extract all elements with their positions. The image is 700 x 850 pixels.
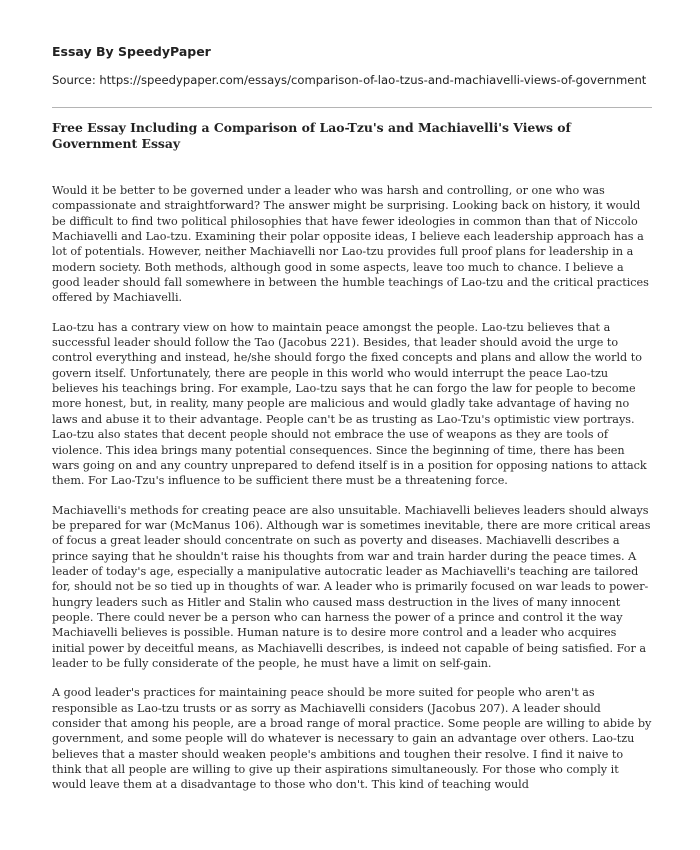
essay-title: Free Essay Including a Comparison of Lao-Tzu's and Machiavelli's Views of Government Essay	[52, 120, 571, 151]
header-divider	[52, 107, 652, 108]
brand-heading: Essay By SpeedyPaper	[52, 44, 211, 59]
essay-paragraph-2: Lao-tzu has a contrary view on how to maintain peace amongst the people. Lao-tzu believes that a successful leader should follow the Tao (Jacobus 221). Besides, that leader should avoid the urge to control everything and instead, he/she should forgo the fixed concepts and plans and allow the world to govern itself. Unfortunately, there are people in this world who would interrupt the peace Lao-tzu believes his teachings bring. For example, Lao-tzu says that he can forgo the law for people to become more honest, but, in reality, many people are malicious and would gladly take advantage of having no laws and abuse it to their advantage. People can't be as trusting as Lao-Tzu's optimistic view portrays. Lao-tzu also states that decent people should not embrace the use of weapons as they are tools of violence. This idea brings many potential consequences. Since the beginning of time, there has been wars going on and any country unprepared to defend itself is in a position for opposing nations to attack them. For Lao-Tzu's influence to be sufficient there must be a threatening force.	[52, 320, 647, 488]
essay-paragraph-4: A good leader's practices for maintaining peace should be more suited for people who aren't as responsible as Lao-tzu trusts or as sorry as Machiavelli considers (Jacobus 207). A leader should consider that among his people, are a broad range of moral practice. Some people are willing to abide by government, and some people will do whatever is necessary to gain an advantage over others. Lao-tzu believes that a master should weaken people's ambitions and toughen their resolve. I find it naive to think that all people are willing to give up their aspirations simultaneously. For those who comply it would leave them at a disadvantage to those who don't. This kind of teaching would	[52, 686, 652, 792]
source-line: Source: https://speedypaper.com/essays/comparison-of-lao-tzus-and-machiavelli-views-of-government	[52, 73, 647, 87]
essay-paragraph-1: Would it be better to be governed under a leader who was harsh and controlling, or one who was compassionate and straightforward? The answer might be surprising. Looking back on history, it would be difficult to find two political philosophies that have fewer ideologies in common than that of Niccolo Machiavelli and Lao-tzu. Examining their polar opposite ideas, I believe each leadership approach has a lot of potentials. However, neither Machiavelli nor Lao-tzu provides full proof plans for leadership in a modern society. Both methods, although good in some aspects, leave too much to chance. I believe a good leader should fall somewhere in between the humble teachings of Lao-tzu and the critical practices offered by Machiavelli.	[52, 184, 649, 305]
essay-body	[52, 183, 652, 807]
essay-paragraph-3: Machiavelli's methods for creating peace are also unsuitable. Machiavelli believes leaders should always be prepared for war (McManus 106). Although war is sometimes inevitable, there are more critical areas of focus a great leader should concentrate on such as poverty and diseases. Machiavelli describes a prince saying that he shouldn't raise his thoughts from war and train harder during the peace times. A leader of today's age, especially a manipulative autocratic leader as Machiavelli's teaching are tailored for, should not be so tied up in thoughts of war. A leader who is primarily focused on war leads to power-hungry leaders such as Hitler and Stalin who caused mass destruction in the lives of many innocent people. There could never be a person who can harness the power of a prince and control it the way Machiavelli believes is possible. Human nature is to desire more control and a leader who acquires initial power by deceitful means, as Machiavelli describes, is indeed not capable of being satisfied. For a leader to be fully considerate of the people, he must have a limit on self-gain.	[52, 503, 651, 670]
